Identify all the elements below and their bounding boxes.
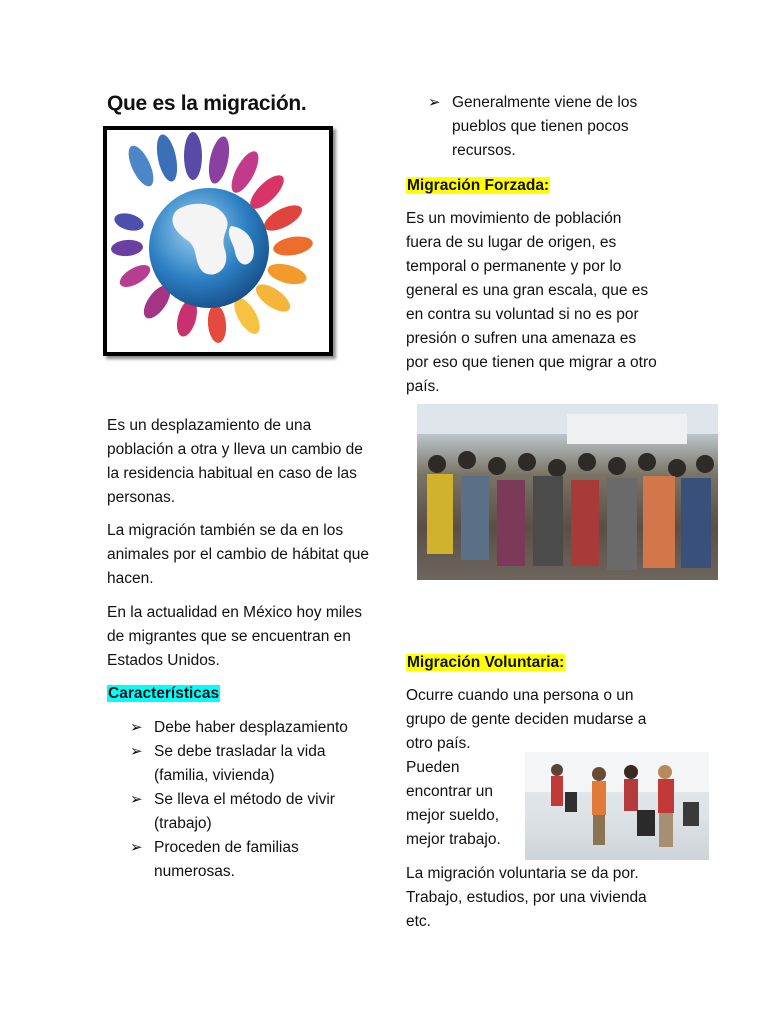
top-bullet-list (428, 91, 653, 163)
list-item: ➢ Se lleva el método de vivir (trabajo) (130, 788, 370, 836)
voluntaria-paragraph: Ocurre cuando una persona o un grupo de gente deciden mudarse a otro país. (406, 687, 647, 752)
list-item: ➢ Se debe trasladar la vida (familia, vivienda) (130, 740, 370, 788)
caracteristicas-list (130, 716, 370, 884)
mexico-paragraph: En la actualidad en México hoy miles de migrantes que se encuentran en Estados Unidos. (107, 604, 363, 669)
list-item: ➢ Generalmente viene de los pueblos que tienen pocos recursos. (428, 91, 653, 163)
voluntaria-heading: Migración Voluntaria: (407, 654, 565, 671)
travelers-airport-photo (525, 752, 709, 860)
list-item: ➢ Proceden de familias numerosas. (130, 836, 370, 884)
animals-paragraph: La migración también se da en los animales por el cambio de hábitat que hacen. (107, 522, 369, 587)
voluntaria-reasons-paragraph: La migración voluntaria se da por. Trabajo, estudios, por una vivienda etc. (406, 865, 647, 930)
voluntaria-benefits-paragraph: Pueden encontrar un mejor sueldo, mejor trabajo. (406, 759, 501, 848)
page-title: Que es la migración. (107, 92, 307, 115)
forzada-paragraph: Es un movimiento de población fuera de su lugar de origen, es temporal o permanente y por lo general es una gran escala, que es en contra su voluntad si no es por presión o sufren una amenaza es por eso que tienen que migrar a otro país. (406, 210, 657, 395)
forzada-heading: Migración Forzada: (407, 177, 550, 194)
definition-paragraph: Es un desplazamiento de una población a otra y lleva un cambio de la residencia habitual en caso de las personas. (107, 417, 363, 506)
globe-migration-image (103, 126, 333, 356)
caracteristicas-heading: Características (108, 685, 220, 702)
list-item: ➢ Debe haber desplazamiento (130, 716, 370, 740)
migrant-crowd-photo (417, 404, 718, 580)
